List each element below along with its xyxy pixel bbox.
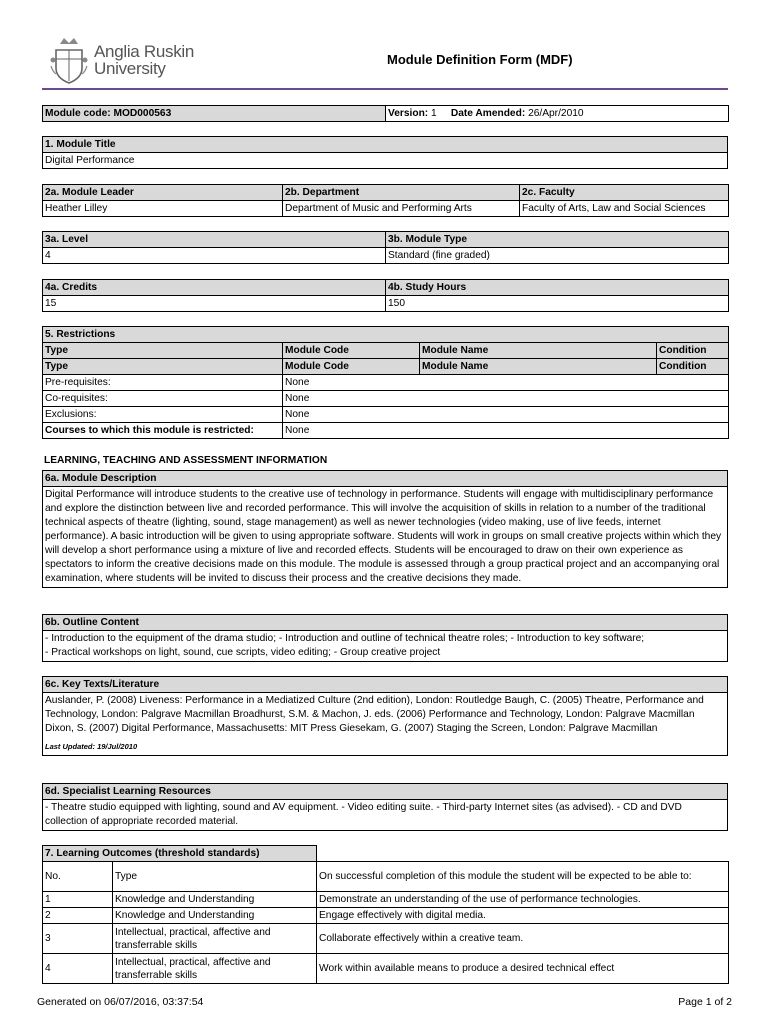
module-title-value: Digital Performance: [43, 153, 728, 169]
col-type: Type: [43, 343, 283, 359]
description-table: [42, 470, 728, 588]
table-row: 2 Knowledge and Understanding Engage effectively with digital media.: [43, 908, 729, 924]
description-heading: 6a. Module Description: [43, 471, 728, 487]
module-title-table: [42, 136, 728, 169]
generated-timestamp: Generated on 06/07/2016, 03:37:54: [37, 996, 204, 1008]
resources-heading: 6d. Specialist Learning Resources: [43, 784, 728, 800]
study-hours-value: 150: [386, 296, 729, 312]
table-row: 4 Intellectual, practical, affective and transferrable skills Work within available means to produce a desired technical effect: [43, 954, 729, 984]
module-code-cell: Module code: MOD000563: [43, 106, 386, 122]
col-type: Type: [43, 359, 283, 375]
date-amended: 26/Apr/2010: [528, 108, 584, 119]
key-texts-heading: 6c. Key Texts/Literature: [43, 677, 728, 693]
col-module-name: Module Name: [420, 359, 657, 375]
credits-heading: 4a. Credits: [43, 280, 386, 296]
crest-icon: [50, 36, 88, 84]
lta-heading: LEARNING, TEACHING AND ASSESSMENT INFORMATION: [44, 455, 328, 466]
university-logo: [50, 34, 210, 86]
credits-value: 15: [43, 296, 386, 312]
col-module-code: Module Code: [283, 343, 420, 359]
outline-text: - Introduction to the equipment of the drama studio; - Introduction and outline of technical theatre roles; - Introduction to key software; - Practical workshops on light, sound, cue scripts, video editing; - Group creative project: [43, 631, 728, 662]
table-row: 1 Knowledge and Understanding Demonstrate an understanding of the use of performance technologies.: [43, 892, 729, 908]
col-condition: Condition: [657, 343, 729, 359]
table-row: Pre-requisites: None: [43, 375, 729, 391]
last-updated: Last Updated: 19/Jul/2010: [45, 742, 138, 751]
restrictions-table: [42, 326, 729, 439]
form-title: Module Definition Form (MDF): [387, 52, 573, 67]
outcomes-table: [42, 845, 729, 984]
department-value: Department of Music and Performing Arts: [283, 201, 520, 217]
leader-value: Heather Lilley: [43, 201, 283, 217]
study-hours-heading: 4b. Study Hours: [386, 280, 729, 296]
table-row: 3 Intellectual, practical, affective and transferrable skills Collaborate effectively within a creative team.: [43, 924, 729, 954]
col-condition: Condition: [657, 359, 729, 375]
resources-table: [42, 783, 728, 831]
faculty-heading: 2c. Faculty: [520, 185, 729, 201]
section-3-table: [42, 231, 729, 264]
leader-heading: 2a. Module Leader: [43, 185, 283, 201]
outline-heading: 6b. Outline Content: [43, 615, 728, 631]
page-header: [42, 30, 728, 88]
outline-table: [42, 614, 728, 662]
col-module-name: Module Name: [420, 343, 657, 359]
col-module-code: Module Code: [283, 359, 420, 375]
col-outcome-desc: On successful completion of this module the student will be expected to be able to:: [317, 862, 729, 892]
col-outcome-type: Type: [113, 862, 317, 892]
resources-text: - Theatre studio equipped with lighting, sound and AV equipment. - Video editing suite. - Third-party Internet sites (as advised). - CD and DVD collection of appropriate recorded material.: [43, 800, 728, 831]
header-rule: [42, 88, 728, 90]
table-row: Courses to which this module is restricted: None: [43, 423, 729, 439]
section-2-table: [42, 184, 729, 217]
key-texts-table: [42, 676, 728, 756]
level-value: 4: [43, 248, 386, 264]
col-no: No.: [43, 862, 113, 892]
version-value: 1: [431, 108, 437, 119]
section-4-table: [42, 279, 729, 312]
restrictions-heading: 5. Restrictions: [43, 327, 729, 343]
module-type-value: Standard (fine graded): [386, 248, 729, 264]
table-row: Exclusions: None: [43, 407, 729, 423]
version-cell: Version: 1 Date Amended: 26/Apr/2010: [386, 106, 729, 122]
page-number: Page 1 of 2: [678, 996, 732, 1008]
level-heading: 3a. Level: [43, 232, 386, 248]
key-texts-text: Auslander, P. (2008) Liveness: Performance in a Mediatized Culture (2nd edition), London: Routledge Baugh, C. (2005) Theatre, Performance and Technology, London: Palgrave Macmillan Broadhurst, S.M. & Machon, J. eds. (2006) Performance and Technology, London: Palgrave Macmillan Dixon, S. (2007) Digital Performance, Massachusetts: MIT Press Giesekam, G. (2007) Staging the Screen, London: Palgrave Macmillan Last Updated: 19/Jul/2010: [43, 693, 728, 756]
outcomes-heading: 7. Learning Outcomes (threshold standards): [43, 846, 317, 862]
department-heading: 2b. Department: [283, 185, 520, 201]
university-wordmark: Anglia Ruskin University: [94, 42, 195, 78]
faculty-value: Faculty of Arts, Law and Social Sciences: [520, 201, 729, 217]
description-text: Digital Performance will introduce students to the creative use of technology in performance. Students will engage with multidisciplinary performance and explore the distinction between live and recorded performance. This will involve the acquisition of skills in relation to a number of the traditional technical aspects of theatre (lighting, sound, stage management) as well as newer technologies (video making, use of live feeds, internet performance). A basic introduction will be given to using appropriate software. Students will work in groups on small creative projects within which they will develop a short performance using a mixture of live and recorded effects. Students will be encouraged to draw on their own experience as spectators to inform the creative decisions made on this module. The module is assessed through a group practical project and an accompanying oral examination, where students will be invited to discuss their process and the creative decisions they made.: [43, 487, 728, 588]
module-title-heading: 1. Module Title: [43, 137, 728, 153]
module-type-heading: 3b. Module Type: [386, 232, 729, 248]
module-code: MOD000563: [113, 108, 172, 119]
module-code-table: [42, 105, 729, 122]
table-row: Co-requisites: None: [43, 391, 729, 407]
